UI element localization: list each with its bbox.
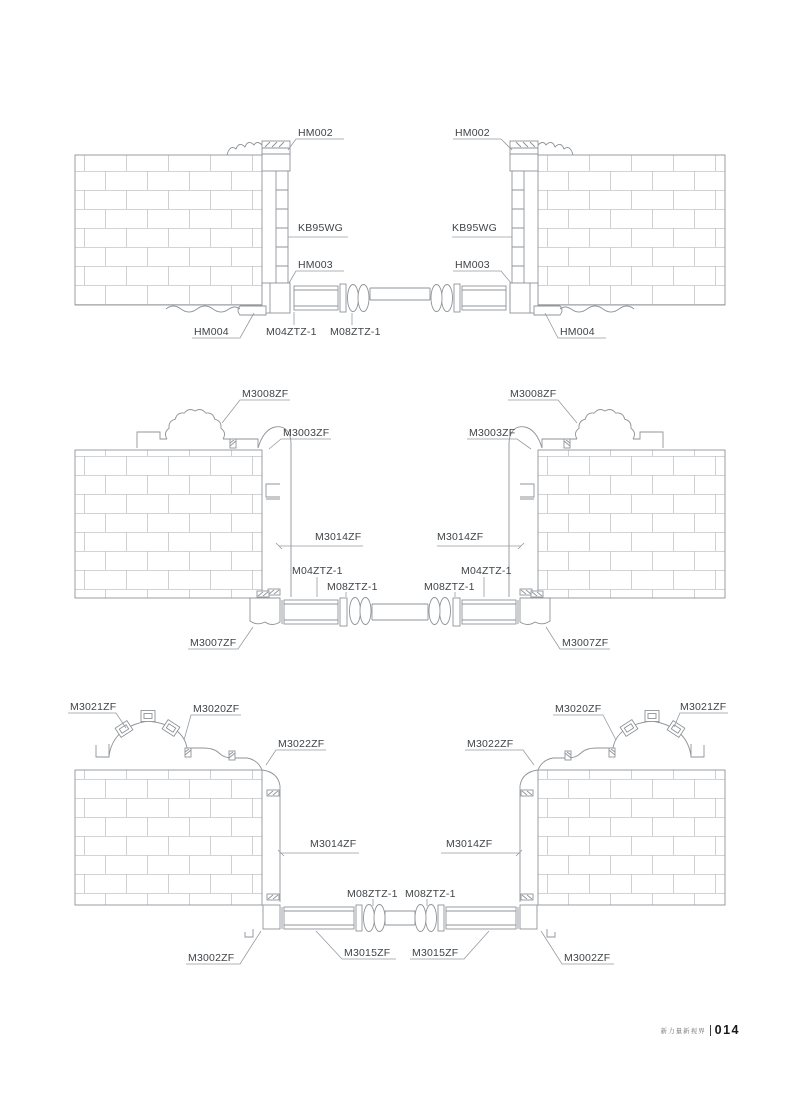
- leader-hm002-right: [453, 139, 512, 150]
- fixing-cleat: [230, 439, 236, 448]
- label-turned-section-left: M08ZTZ-1: [347, 888, 398, 900]
- arch-block: [115, 721, 133, 738]
- leader-m3008-left: [222, 400, 290, 423]
- leader-m3021-right: [674, 713, 728, 727]
- fixing-cleat: [229, 751, 235, 760]
- arch-block: [162, 720, 180, 737]
- label-jamb-board-right: M3014ZF: [446, 838, 493, 850]
- leader-hm003-right: [453, 271, 511, 283]
- label-turned-section-right: M08ZTZ-1: [424, 581, 475, 593]
- label-jamb-board-left: M3014ZF: [310, 838, 357, 850]
- middle-detail-left-half: [75, 410, 400, 626]
- sill-hook: [245, 929, 253, 937]
- label-jamb-board-right: M3014ZF: [437, 531, 484, 543]
- arch-end-bracket: [96, 744, 109, 757]
- leader-hm002-left: [288, 139, 344, 150]
- label-head-block-right: HM002: [455, 127, 490, 139]
- label-corner-trim-right: M3022ZF: [467, 738, 514, 750]
- bottom-detail-right-half-mirror: [400, 711, 725, 938]
- label-sill-corner-left: M3002ZF: [188, 952, 235, 964]
- middle-detail-right-half-mirror: [400, 410, 725, 626]
- label-arch-left: M3008ZF: [242, 388, 289, 400]
- scalloped-arch: [165, 410, 224, 439]
- brick-wall: [75, 155, 262, 305]
- label-sill-corner-left: HM003: [298, 259, 333, 271]
- leader-m3014-left: [278, 850, 359, 856]
- base-trim: [238, 306, 266, 315]
- sill-corner-block: [263, 905, 280, 929]
- leader-m3008-right: [508, 400, 577, 423]
- leader-m3020-left: [184, 715, 241, 740]
- label-jamb-board-left: M3014ZF: [315, 531, 362, 543]
- leader-m3021-left: [68, 713, 126, 728]
- top-detail-right-half-mirror: [400, 141, 725, 315]
- leader-m3022-left: [266, 750, 326, 765]
- leader-m3020-right: [553, 715, 616, 740]
- label-rail-section-left: M04ZTZ-1: [292, 565, 343, 577]
- label-rail-section-right: M04ZTZ-1: [461, 565, 512, 577]
- label-base-trim-right: HM004: [560, 326, 595, 338]
- top-detail-left-half: [75, 141, 400, 315]
- label-arch-right: M3008ZF: [510, 388, 557, 400]
- brick-wall: [75, 770, 262, 905]
- label-arch-block-left: M3021ZF: [70, 701, 117, 713]
- turned-knot: [364, 905, 386, 932]
- label-base-trim-left: HM004: [194, 326, 229, 338]
- label-jamb-head-right: M3003ZF: [469, 427, 516, 439]
- label-turned-section: M08ZTZ-1: [330, 326, 381, 338]
- label-jamb-board-right: KB95WG: [452, 222, 497, 234]
- label-sill-corner-left: M3007ZF: [190, 637, 237, 649]
- label-sill-corner-right: HM003: [455, 259, 490, 271]
- leader-m3003-right: [467, 439, 531, 449]
- label-arch-block-right: M3021ZF: [680, 701, 727, 713]
- label-turned-section-left: M08ZTZ-1: [327, 581, 378, 593]
- sill-corner-block: [250, 598, 280, 625]
- leader-m3014-right: [437, 543, 524, 549]
- fixing-cleat: [185, 748, 191, 757]
- leader-m3014-right: [441, 850, 522, 856]
- brick-wall: [75, 450, 262, 598]
- turned-knot: [348, 285, 370, 312]
- page-number: 014: [714, 1023, 740, 1037]
- sill-cleat: [257, 591, 269, 597]
- top-detail-diagram: [75, 127, 725, 338]
- jamb-foot-cleat: [267, 894, 279, 900]
- corner-trim-profile: [187, 748, 262, 770]
- label-jamb-head-left: M3003ZF: [283, 427, 330, 439]
- label-corner-trim-left: M3022ZF: [278, 738, 325, 750]
- footer-divider: [710, 1025, 711, 1036]
- leader-m3014-left: [276, 543, 363, 549]
- wall-break-line-top: [227, 142, 262, 155]
- label-rail-section-left: M3015ZF: [344, 947, 391, 959]
- label-rail-section: M04ZTZ-1: [266, 326, 317, 338]
- label-jamb-board-left: KB95WG: [298, 222, 343, 234]
- jamb-foot-cleat: [268, 589, 280, 595]
- jamb-bracket: [266, 484, 280, 499]
- footer-brand-text: 新力量新视界: [660, 1027, 706, 1035]
- label-head-block-left: HM002: [298, 127, 333, 139]
- wall-break-line-bottom: [166, 306, 240, 312]
- leader-m3022-right: [465, 750, 534, 765]
- label-rail-section-right: M3015ZF: [412, 947, 459, 959]
- middle-detail-diagram: [75, 388, 725, 649]
- bottom-detail-diagram: [68, 701, 728, 964]
- jamb-top-cleat: [267, 790, 279, 796]
- arch-block: [141, 711, 155, 722]
- label-arch-right: M3020ZF: [555, 703, 602, 715]
- bottom-detail-left-half: [75, 711, 400, 938]
- label-sill-corner-right: M3007ZF: [562, 637, 609, 649]
- leader-hm003-left: [289, 271, 344, 283]
- turned-knot: [350, 598, 372, 625]
- label-turned-section-right: M08ZTZ-1: [405, 888, 456, 900]
- leader-m3003-left: [269, 439, 331, 449]
- label-sill-corner-right: M3002ZF: [564, 952, 611, 964]
- jamb-head-profile: [258, 427, 291, 597]
- rail-panel: [284, 907, 354, 929]
- label-arch-left: M3020ZF: [193, 703, 240, 715]
- page-footer: [0, 1023, 740, 1037]
